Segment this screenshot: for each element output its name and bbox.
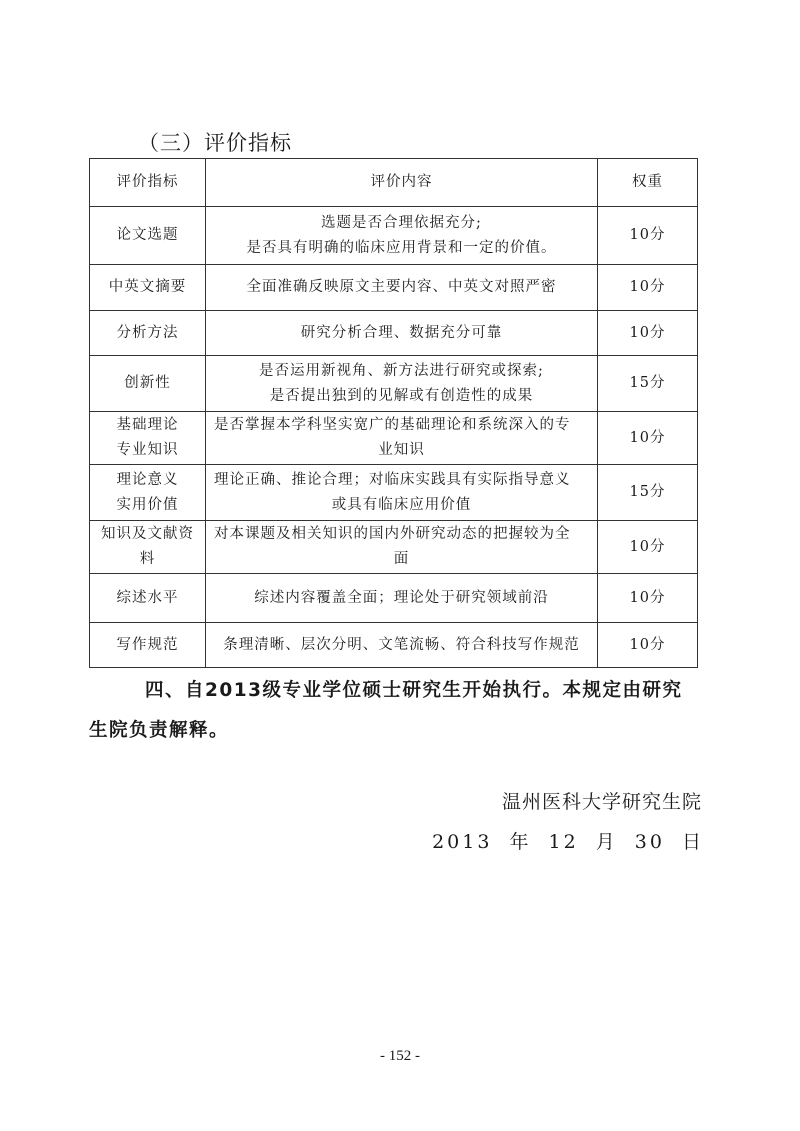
table-row <box>90 311 698 356</box>
indicator-cell: 理论意义 实用价值 <box>90 465 206 521</box>
content-cell: 对本课题及相关知识的国内外研究动态的把握较为全 面 <box>206 521 598 574</box>
weight-cell: 10分 <box>598 311 698 356</box>
table-row <box>90 265 698 311</box>
header-weight: 权重 <box>598 159 698 207</box>
content-cell: 研究分析合理、数据充分可靠 <box>206 311 598 356</box>
weight-cell: 10分 <box>598 574 698 623</box>
weight-cell: 10分 <box>598 412 698 465</box>
indicator-cell: 基础理论 专业知识 <box>90 412 206 465</box>
weight-cell: 10分 <box>598 521 698 574</box>
table-row <box>90 623 698 668</box>
table-row <box>90 356 698 412</box>
signature-date: 2013 年 12 月 30 日 <box>432 831 704 853</box>
content-cell: 条理清晰、层次分明、文笔流畅、符合科技写作规范 <box>206 623 598 668</box>
weight-cell: 10分 <box>598 207 698 265</box>
indicator-cell: 综述水平 <box>90 574 206 623</box>
table-row <box>90 465 698 521</box>
indicator-cell: 分析方法 <box>90 311 206 356</box>
weight-cell: 15分 <box>598 356 698 412</box>
table-row <box>90 521 698 574</box>
table-row <box>90 207 698 265</box>
indicator-cell: 写作规范 <box>90 623 206 668</box>
content-cell: 综述内容覆盖全面；理论处于研究领域前沿 <box>206 574 598 623</box>
indicator-cell: 中英文摘要 <box>90 265 206 311</box>
content-cell: 全面准确反映原文主要内容、中英文对照严密 <box>206 265 598 311</box>
content-cell: 选题是否合理依据充分; 是否具有明确的临床应用背景和一定的价值。 <box>206 207 598 265</box>
signature-organization: 温州医科大学研究生院 <box>501 791 702 813</box>
section-heading: （三）评价指标 <box>138 131 292 155</box>
weight-cell: 10分 <box>598 265 698 311</box>
table-header-row <box>90 159 698 207</box>
closing-paragraph: 四、自2013级专业学位硕士研究生开始执行。本规定由研究生院负责解释。 <box>89 680 683 741</box>
indicator-cell: 知识及文献资 料 <box>90 521 206 574</box>
header-content: 评价内容 <box>206 159 598 207</box>
indicator-cell: 创新性 <box>90 356 206 412</box>
content-cell: 是否掌握本学科坚实宽广的基础理论和系统深入的专 业知识 <box>206 412 598 465</box>
weight-cell: 10分 <box>598 623 698 668</box>
content-cell: 理论正确、推论合理；对临床实践具有实际指导意义 或具有临床应用价值 <box>206 465 598 521</box>
content-cell: 是否运用新视角、新方法进行研究或探索; 是否提出独到的见解或有创造性的成果 <box>206 356 598 412</box>
page-number: - 152 - <box>380 1048 420 1064</box>
table-row <box>90 412 698 465</box>
header-indicator: 评价指标 <box>90 159 206 207</box>
indicator-cell: 论文选题 <box>90 207 206 265</box>
evaluation-criteria-table <box>89 158 698 668</box>
weight-cell: 15分 <box>598 465 698 521</box>
table-row <box>90 574 698 623</box>
